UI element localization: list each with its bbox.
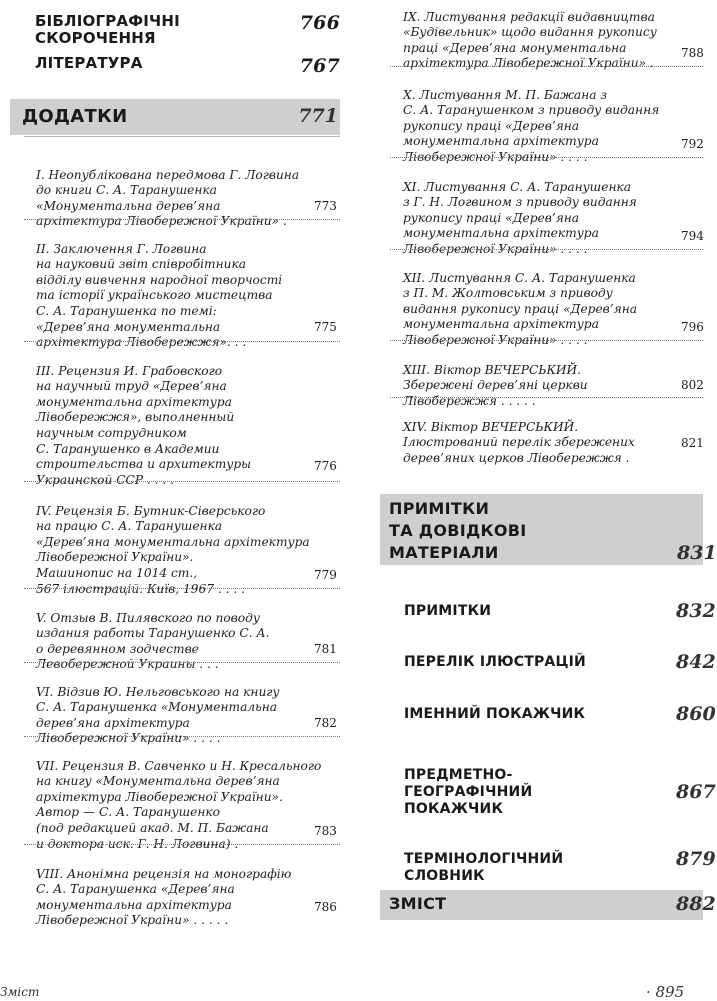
entry-text: VI. Відзив Ю. Нельговського на книгу С. А. Таранушенка «Монументальна дерев’яна архітектура Лівобережної України» . . . .: [36, 684, 280, 746]
toc-entry-9[interactable]: [403, 0, 703, 72]
section-title: ПЕРЕЛІК ІЛЮСТРАЦІЙ: [404, 654, 586, 670]
toc-section-glossary[interactable]: [404, 834, 563, 885]
section-page: 860: [676, 703, 716, 725]
entry-page-6: 782: [314, 716, 337, 730]
section-title: БІБЛІОГРАФІЧНІ СКОРОЧЕННЯ: [35, 12, 180, 47]
dodatky-band[interactable]: [10, 99, 340, 135]
section-page: 879: [676, 848, 716, 870]
section-title: ТЕРМІНОЛОГІЧНИЙ СЛОВНИК: [404, 851, 564, 884]
entry-text: VII. Рецензия В. Савченко и Н. Кресального на книгу «Монументальна дерев’яна архітектура Лівобережної України». Автор — С. А. Таранушенко (под редакцией акад. М. П. Бажана и доктора иск. Г. Н. Логвина) .: [36, 758, 322, 851]
toc-section-illustrations[interactable]: [404, 654, 586, 671]
toc-entry-10[interactable]: [403, 72, 703, 166]
toc-entry-4[interactable]: [36, 488, 336, 597]
section-page: 767: [299, 55, 340, 77]
entry-page-12: 796: [681, 320, 704, 334]
section-title: ІМЕННИЙ ПОКАЖЧИК: [404, 706, 586, 722]
section-page: 867: [676, 781, 716, 803]
band-page: 771: [298, 105, 338, 127]
toc-entry-13[interactable]: [403, 347, 703, 409]
entry-text: V. Отзыв В. Пилявского по поводу издания работы Таранушенко С. А. о деревянном зодчестве Левобережной Украины . . .: [36, 610, 270, 672]
entry-page-7: 783: [314, 824, 337, 838]
toc-section-bibliography[interactable]: [35, 0, 340, 47]
entry-text: XIII. Віктор ВЕЧЕРСЬКИЙ. Збережені дерев’яні церкви Лівобережжя . . . . .: [403, 362, 588, 408]
section-title: ЛІТЕРАТУРА: [35, 54, 143, 72]
band-page: 831: [677, 542, 717, 564]
toc-section-name-index[interactable]: [404, 706, 585, 723]
entry-text: IV. Рецензія Б. Бутник-Сіверського на працю С. А. Таранушенка «Дерев’яна монументальна архітектура Лівобережної України». Машинопис на 1014 ст., 567 ілюстрацій. Київ, 1967 . . . .: [36, 503, 310, 596]
entry-page-8: 786: [314, 900, 337, 914]
toc-entry-14[interactable]: [403, 404, 703, 466]
entry-text: X. Листування М. П. Бажана з С. А. Таранушенком з приводу видання рукопису праці «Дерев’яна монументальна архітектура Лівобережної України» . . . .: [403, 87, 660, 164]
toc-entry-8[interactable]: [36, 851, 336, 929]
running-footer: Зміст: [0, 985, 40, 999]
band-title: ДОДАТКИ: [22, 106, 128, 127]
divider: [24, 136, 340, 137]
zmist-band[interactable]: [380, 890, 716, 920]
section-page: 842: [676, 651, 716, 673]
entry-text: XIV. Віктор ВЕЧЕРСЬКИЙ. Ілюстрований перелік збережених дерев’яних церков Лівобережжя .: [403, 419, 635, 465]
band-title: ПРИМІТКИ ТА ДОВІДКОВІ МАТЕРІАЛИ: [389, 499, 527, 562]
divider: [24, 219, 340, 220]
entry-page-4: 779: [314, 568, 337, 582]
prymitky-band[interactable]: [380, 494, 717, 565]
toc-entry-2[interactable]: [36, 226, 336, 351]
section-page: 766: [299, 12, 340, 34]
band-title: ЗМІСТ: [389, 894, 447, 913]
entry-page-9: 788: [681, 46, 704, 60]
divider: [390, 157, 703, 158]
toc-entry-7[interactable]: [36, 743, 341, 852]
divider: [24, 844, 340, 845]
entry-text: VIII. Анонімна рецензія на монографію С. А. Таранушенка «Дерев’яна монументальна архітектура Лівобережної України» . . . . .: [36, 866, 292, 928]
divider: [24, 736, 340, 737]
entry-page-11: 794: [681, 229, 704, 243]
divider: [390, 249, 703, 250]
divider: [24, 341, 340, 342]
section-page: 832: [676, 600, 716, 622]
divider: [24, 588, 340, 589]
divider: [24, 481, 340, 482]
divider: [390, 340, 703, 341]
toc-entry-11[interactable]: [403, 164, 703, 258]
section-title: ПРЕДМЕТНО- ГЕОГРАФІЧНИЙ ПОКАЖЧИК: [404, 767, 533, 817]
entry-text: I. Неопублікована передмова Г. Логвина до книги С. А. Таранушенка «Монументальна дерев’яна архітектура Лівобережної України» .: [36, 167, 300, 229]
entry-page-10: 792: [681, 137, 704, 151]
toc-section-literature[interactable]: [35, 55, 340, 75]
divider: [390, 66, 703, 67]
entry-page-3: 776: [314, 459, 337, 473]
entry-text: XI. Листування С. А. Таранушенка з Г. Н. Логвином з приводу видання рукопису праці «Дерев’яна монументальна архітектура Лівобережної України» . . . .: [403, 179, 637, 256]
entry-page-2: 775: [314, 320, 337, 334]
entry-text: III. Рецензия И. Грабовского на научный труд «Дерев’яна монументальна архітектура Лівобережжя», выполненный научным сотрудником С. Таранушенко в Академии строительства и архитектуры Украинской ССР . . . .: [36, 363, 252, 487]
divider: [390, 397, 703, 398]
toc-entry-12[interactable]: [403, 255, 703, 349]
entry-page-1: 773: [314, 199, 337, 213]
entry-text: II. Заключення Г. Логвина на науковий звіт співробітника відділу вивчення народної творчості та історії українського мистецтва С. А. Таранушенка по темі: «Дерев’яна монументальна архітектура Лівобережжя». . .: [36, 241, 283, 350]
section-title: ПРИМІТКИ: [404, 603, 492, 619]
entry-text: IX. Листування редакції видавництва «Будівельник» щодо видання рукопису праці «Дерев’яна монументальна архітектура Лівобережної України» .: [403, 9, 657, 71]
entry-text: XII. Листування С. А. Таранушенка з П. М. Жолтовським з приводу видання рукопису праці «Дерев’яна монументальна архітектура Лівобережної України» . . . .: [403, 270, 638, 347]
toc-section-notes[interactable]: [404, 603, 491, 620]
divider: [24, 662, 340, 663]
entry-page-5: 781: [314, 642, 337, 656]
band-page: 882: [676, 893, 716, 915]
entry-page-13: 802: [681, 378, 704, 392]
toc-section-subject-index[interactable]: [404, 750, 532, 818]
toc-entry-3[interactable]: [36, 348, 336, 488]
page-number: · 895: [646, 983, 685, 1001]
entry-page-14: 821: [681, 436, 704, 450]
